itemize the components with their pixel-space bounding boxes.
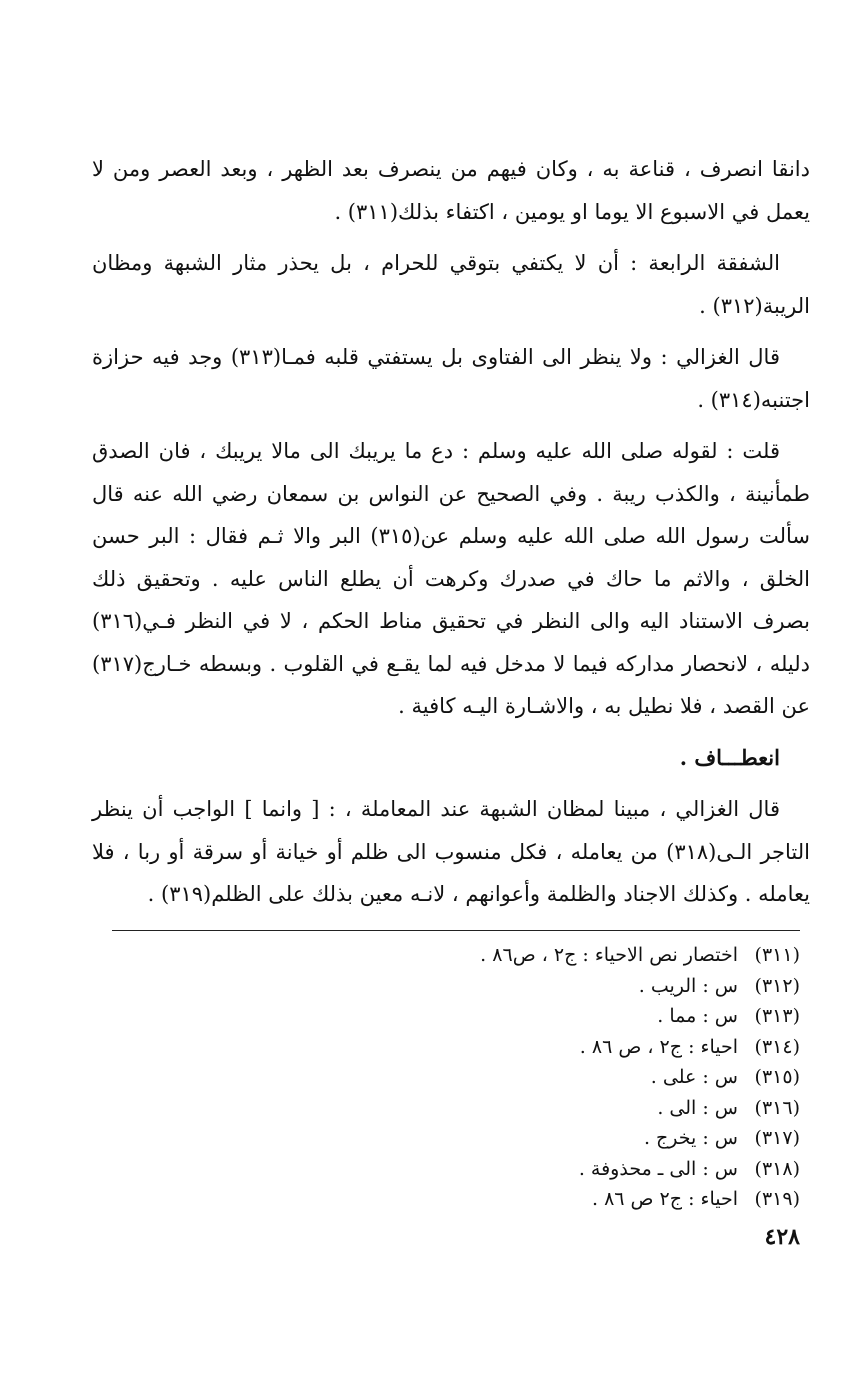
footnote-number: (٣١٧): [754, 1127, 800, 1149]
paragraph: قلت : لقوله صلى الله عليه وسلم : دع ما يريبك الى مالا يريبك ، فان الصدق طمأنينة ، والكذب ريبة . وفي الصحيح عن النواس بن سمعان رضي الله عنه قال سألت رسول الله صلى الله عليه وسلم عن(٣١٥) البر والا ثـم فقال : البر حسن الخلق ، والاثم ما حاك في صدرك وكرهت أن يطلع الناس عليه . وتحقيق ذلك بصرف الاستناد اليه والى النظر في تحقيق مناط الحكم ، لا في النظر فـي(٣١٦) دليله ، لانحصار مداركه فيما لا مدخل فيه لما يقـع في القلوب . وبسطه خـارج(٣١٧) عن القصد ، فلا نطيل به ، والاشـارة اليـه كافية .: [92, 439, 810, 718]
footnote-divider: [112, 930, 800, 931]
footnote-text: س : الى ـ محذوفة .: [578, 1157, 738, 1180]
footnotes: [300, 940, 800, 1215]
footnote: [300, 971, 800, 1002]
footnote-number: (٣١٥): [754, 1066, 800, 1088]
footnote-number: (٣١٩): [754, 1188, 800, 1210]
footnote-text: احياء : ج٢ ، ص ٨٦ .: [579, 1035, 738, 1058]
footnote-text: س : على .: [650, 1066, 738, 1088]
footnote: [300, 1123, 800, 1154]
footnote-text: س : يخرج .: [643, 1127, 738, 1149]
footnote: [300, 1093, 800, 1124]
footnote-number: (٣١٢): [754, 974, 800, 997]
footnote-text: س : الريب .: [638, 974, 738, 997]
paragraph: دانقا انصرف ، قناعة به ، وكان فيهم من ينصرف بعد الظهر ، وبعد العصر ومن لا يعمل في الاسبوع الا يوما او يومين ، اكتفاء بذلك(٣١١) .: [92, 157, 810, 224]
footnote-number: (٣١٨): [754, 1157, 800, 1180]
footnote-text: اختصار نص الاحياء : ج٢ ، ص٨٦ .: [480, 944, 738, 966]
footnote-number: (٣١٦): [754, 1096, 800, 1119]
footnote-text: احياء : ج٢ ص ٨٦ .: [591, 1188, 738, 1210]
footnote-number: (٣١١): [754, 944, 800, 966]
footnote-text: س : الى .: [657, 1096, 738, 1119]
footnote: [300, 1184, 800, 1215]
footnote: [300, 1032, 800, 1063]
paragraph: الشفقة الرابعة : أن لا يكتفي بتوقي للحرام ، بل يحذر مثار الشبهة ومظان الريبة(٣١٢) .: [92, 251, 810, 318]
footnote: [300, 1154, 800, 1185]
page-number: ٤٢٨: [764, 1224, 800, 1250]
body-text: [92, 148, 810, 925]
footnote-text: س : مما .: [657, 1005, 738, 1027]
footnote-number: (٣١٣): [754, 1005, 800, 1027]
footnote: [300, 1001, 800, 1032]
paragraph: قال الغزالي ، مبينا لمظان الشبهة عند المعاملة ، : [ وانما ] الواجب أن ينظر التاجر الـى(٣١٨) من يعامله ، فكل منسوب الى ظلم أو خيانة أو سرقة أو ربا ، فلا يعامله . وكذلك الاجناد والظلمة وأعوانهم ، لانـه معين بذلك على الظلم(٣١٩) .: [92, 797, 811, 906]
footnote: [300, 940, 800, 971]
paragraph: قال الغزالي : ولا ينظر الى الفتاوى بل يستفتي قلبه فمـا(٣١٣) وجد فيه حزازة اجتنبه(٣١٤) .: [92, 345, 810, 412]
section-heading: انعطـــاف .: [679, 744, 780, 770]
footnote-number: (٣١٤): [754, 1035, 800, 1058]
footnote: [300, 1062, 800, 1093]
